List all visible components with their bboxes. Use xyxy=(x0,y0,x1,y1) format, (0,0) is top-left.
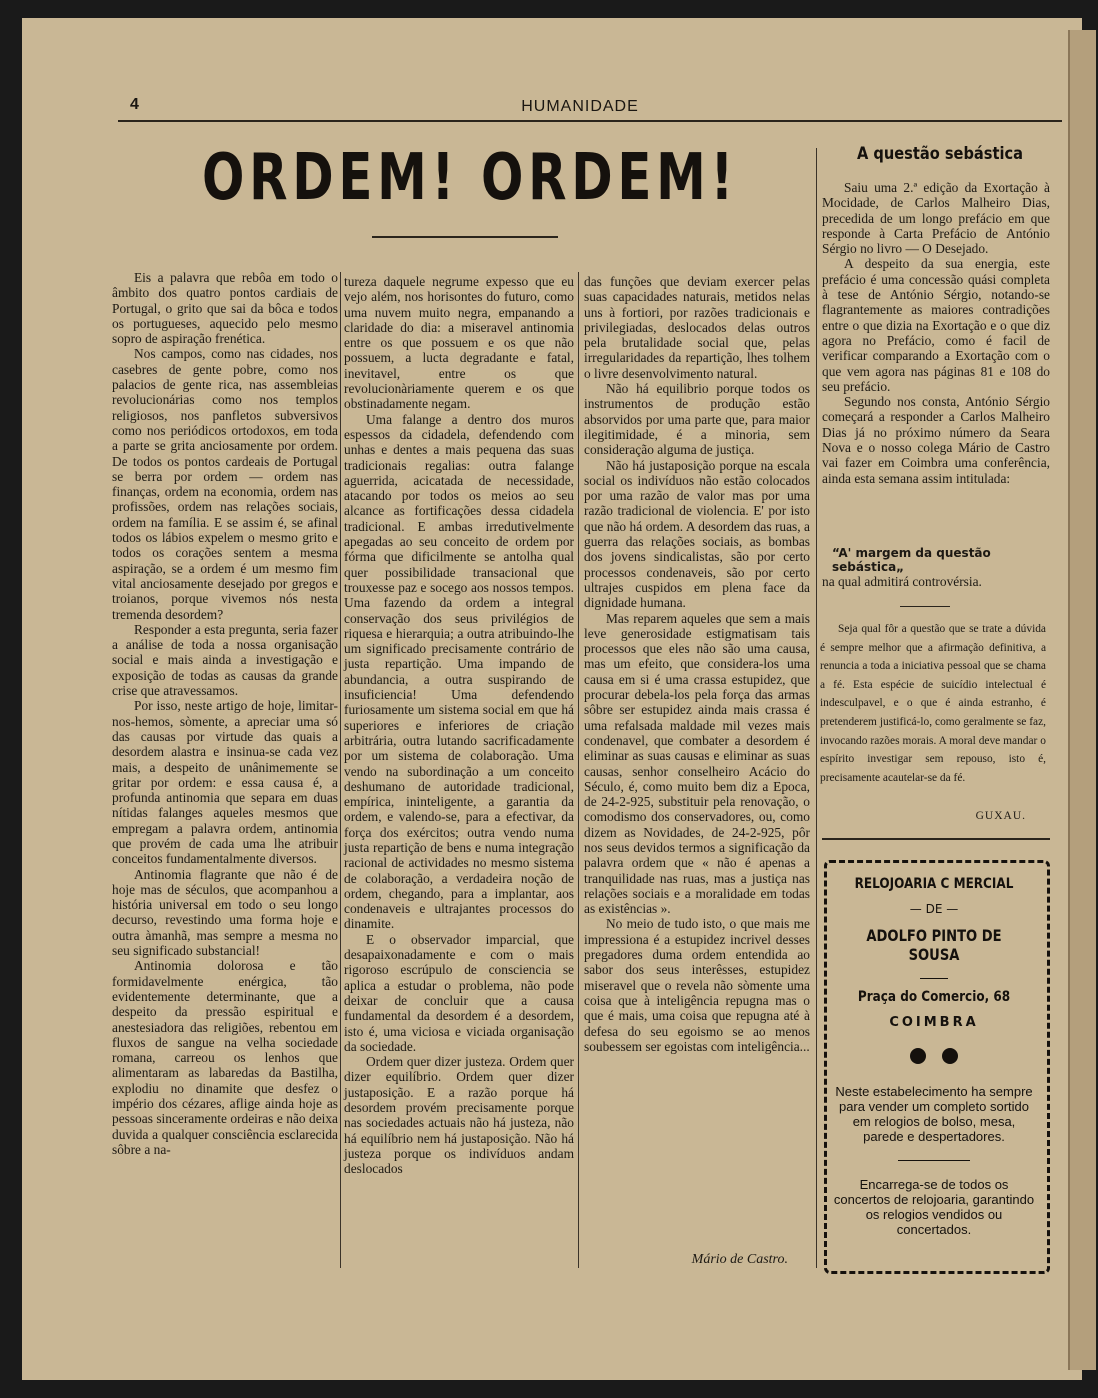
paragraph: Responder a esta pregunta, seria fazer a análise de toda a nossa organisação social e mais ainda a investigação e exposição de todas as causas da grande crise que atravessamos. xyxy=(112,621,338,699)
advert-owner: ADOLFO PINTO DE SOUSA xyxy=(866,926,1002,964)
advert-rule xyxy=(920,978,948,979)
sidebar-rule xyxy=(822,838,1050,840)
column-divider xyxy=(340,272,341,1268)
paragraph: Saiu uma 2.ª edição da Exortação à Mocidade, de Carlos Malheiro Dias, precedida de um longo prefácio em que responde à Carta Prefácio de António Sérgio no livro — O Desejado. xyxy=(822,180,1050,257)
advert-de: — DE — xyxy=(909,902,959,916)
dot-ornament-icon xyxy=(942,1048,958,1064)
paragraph: Não há equilibrio porque todos os instrumentos de produção estão absorvidos por uma parte que, para maior ilegitimidade, é a minoria, sem consideração alguma de justiça. xyxy=(584,381,810,458)
lecture-note: na qual admitirá controvérsia. xyxy=(822,574,982,589)
advert-body: Neste estabelecimento ha sempre para vender um completo sortido em relogios de bolso, mesa, parede e despertadores. xyxy=(835,1084,1033,1144)
page-number: 4 xyxy=(130,96,139,113)
paragraph: Nos campos, como nas cidades, nos casebres de gente pobre, como nos palacios de gente rica, nas assembleias revolucionárias como nos templos religiosos, nos panfletos subversivos como nos periódicos ortodoxos, em toda a parte se grita anciosamente por ordem. De todos os pontos cardeais de Portugal se berra por ordem — ordem nas finanças, ordem na economia, ordem nas profissões, ordem nas relações sociais, ordem na família. E se assim é, se afinal todos os lábios expelem o mesmo grito e todos os corações sentem a mesma aspiração, se a ordem é um mesmo fim vital anciosamente desejado por gregos e troianos, porque vivemos nós nesta tremenda desordem? xyxy=(112,346,338,622)
paragraph: Eis a palavra que rebôa em todo o âmbito dos quatro pontos cardiais de Portugal, o grito que sai da bôca e todos os portugueses, aquecido pelo mesmo sopro de aspiração frenética. xyxy=(112,270,338,347)
article-signature: Mário de Castro. xyxy=(691,1252,788,1267)
paragraph: Antinomia flagrante que não é de hoje mas de séculos, que acompanhou a história universal em todo o seu longo decurso, revestindo uma forma hoje e outra àmanhã, mas sempre a mesma no seu significado substancial! xyxy=(112,866,338,959)
paragraph: tureza daquele negrume expesso que eu vejo além, nos horisontes do futuro, como uma nuvem muito negra, empanando a claridade do dia: a miseravel antinomia entre os que possuem e os que não possuem, a lucta degradante e fatal, inevitavel, entre os que revolucionàriamente querem e os que obstinadamente negam. xyxy=(344,274,574,412)
paragraph: No meio de tudo isto, o que mais me impressiona é a estupidez incrivel desses pregadores duma ordem entendida ao sabor dos seus interêsses, estupidez miseravel que o revela não sòmente uma coisa que à inteligência repugna mas o que é mais, uma coisa que repugna até à defesa do seu egoismo se ao menos soubessem ser egoistas com inteligência... xyxy=(584,916,810,1054)
advert-shop-name: RELOJOARIA C MERCIAL xyxy=(854,876,1014,892)
sidebar-note xyxy=(820,620,1046,787)
column-divider xyxy=(816,148,817,1268)
sidebar-column xyxy=(822,180,1050,486)
lecture-title: “A' margem da questão sebástica„ xyxy=(832,546,991,574)
column-divider xyxy=(578,272,579,1268)
header-rule xyxy=(118,120,1062,122)
article-headline: ORDEM! ORDEM! xyxy=(202,141,738,215)
dot-ornament-icon xyxy=(910,1048,926,1064)
article-column-3 xyxy=(584,274,810,1054)
advert-footer: Encarrega-se de todos os concertos de relojoaria, garantindo os relogios vendidos ou concertados. xyxy=(833,1177,1035,1237)
article-column-2 xyxy=(344,274,574,1177)
advert xyxy=(832,866,1036,1237)
advert-city: COIMBRA xyxy=(889,1015,979,1030)
paragraph: Não há justaposição porque na escala social os indivíduos não estão colocados por uma razão de valor mas por uma razão tradicional de violencia. E' por isto que não há ordem. A desordem das ruas, a guerra das relações sociais, as bombas dos jovens sindicalistas, são por certo processos condenaveis, são por certo ultrajes cuspidos em plena face da dignidade humana. xyxy=(584,457,810,611)
advert-rule xyxy=(898,1160,970,1161)
paragraph: Ordem quer dizer justeza. Ordem quer dizer equilíbrio. Ordem quer dizer justaposição. E a razão porque há desordem provém precisamente porque nas sociedades actuais não há justeza, não há equilíbrio nem há justaposição. Não há justeza porque os indivíduos andam deslocados xyxy=(344,1054,574,1177)
page-binding-edge xyxy=(1068,30,1096,1370)
paragraph: Segundo nos consta, António Sérgio começará a responder a Carlos Malheiro Dias já no próximo número da Seara Nova e o nosso colega Mário de Castro vai fazer em Coimbra uma conferência, ainda esta semana assim intitulada: xyxy=(822,394,1050,486)
advert-address: Praça do Comercio, 68 xyxy=(857,989,1011,1005)
advert-ornament xyxy=(832,1048,1036,1066)
paragraph: Mas reparem aqueles que sem a mais leve generosidade estigmatisam tais processos que eles não são uma causa, mas um efeito, que considera-los uma causa em si é uma crassa estupidez, que procurar debela-los pela força das armas sôbre ser estupidez ainda mais crassa é uma refalsada maldade mil vezes mais condenavel, que combater a desordem é eliminar as suas causas e eliminar as suas causas, senhor conselheiro Acácio do Século, é, como muito bem diz a Epoca, de 24-2-925, substituir pela renovação, o comodismo dos conservadores, ou, como dizem as Novidades, de 24-2-925, pôr nos seus devidos termos a significação da palavra ordem que « não é apenas a tranquilidade nas ruas, mas a justiça nas relações sociais e a moralidade em todas as existências ». xyxy=(584,610,810,917)
note-author: GUXAU. xyxy=(975,810,1026,822)
sidebar-title: A questão sebástica xyxy=(856,144,1024,164)
article-column-1 xyxy=(112,270,338,1157)
newspaper-title: HUMANIDADE xyxy=(521,98,639,115)
paragraph: E o observador imparcial, que desapaixonadamente e com o mais rigoroso escrúpulo de consciencia se aplica a estudar o problema, não pode deixar de concluir que a causa fundamental da desordem é a desordem, isto é, uma viciosa e viciada organisação da sociedade. xyxy=(344,931,574,1054)
paragraph: A despeito da sua energia, este prefácio é uma concessão quási completa à tese de António Sérgio, notando-se flagrantemente as maiores contradições entre o que dizia na Exortação e o que diz agora no Prefácio, como é facil de verificar comparando a Exortação com o que vem agora nas páginas 81 e 108 do seu prefácio. xyxy=(822,256,1050,394)
paragraph: Uma falange a dentro dos muros espessos da cidadela, defendendo com unhas e dentes a mais pequena das suas tradicionais regalias: outra falange aguerrida, acicatada de necessidade, atacando por todos os meios ao seu alcance as fortificações dessa cidadela tradicional. E ambas irredutivelmente apegadas ao seu conceito de ordem por fórma que dificilmente se antolha qual quer possibilidade transacional que trouxesse paz e socego aos nossos tempos. Uma fazendo da ordem a integral conservação dos seus privilégios de riquesa e hierarquia; a outra atribuindo-lhe um significado precisamente contrário de justa repartição. Uma impando de abundancia, a outra suspirando de insuficiencia! Uma defendendo furiosamente um sistema social em que há superiores e inferiores de criação arbitrária, outra lutando sacrificadamente por um sistema de colaboração. Uma vendo na subordinação a um conceito deshumano de autoridade tradicional, empírica, ininteligente, a garantia da ordem, e valendo-se, para a efectivar, da força dos exércitos; outra vendo numa justa repartição de bens e numa integração racional de actividades no mesmo sistema de colaboração, a verdadeira noção de ordem, chegando, para a implantar, aos condenaveis e ultrajantes processos do dinamite. xyxy=(344,411,574,932)
paragraph: das funções que deviam exercer pelas suas capacidades naturais, metidos nelas uns à fortiori, por razões tradicionais e privilegiadas, deslocados delas outros pela brutalidade social que, pelas irregularidades da repartição, lhes tolhem o livre desenvolvimento natural. xyxy=(584,274,810,381)
headline-rule xyxy=(372,236,558,238)
paragraph: Seja qual fôr a questão que se trate a dúvida é sempre melhor que a afirmação definitiva, a renuncia a toda a iniciativa pessoal que se chama a fé. Esta espécie de suicídio intelectual é indesculpavel, e o que é ainda estranho, é pretenderem justificá-lo, como geralmente se faz, invocando razões morais. A moral deve mandar o espírito investigar sem repouso, isto é, precisamente acautelar-se da fé. xyxy=(820,623,1046,784)
sidebar-rule xyxy=(900,606,950,607)
paragraph: Por isso, neste artigo de hoje, limitar-nos-hemos, sòmente, a apreciar uma só das causas por virtude das quais a desordem alastra e insinua-se cada vez mais, a despeito de unânimemente se gritar por ordem: e essa causa é, a profunda antinomia que separa em duas nítidas falanges aqueles mesmos que empregam a palavra ordem, antinomia que provém de cada uma lhe atribuir conceitos fundamentalmente diversos. xyxy=(112,698,338,867)
paragraph: Antinomia dolorosa e tão formidavelmente enérgica, tão evidentemente determinante, que a despeito da pressão espiritual e anestesiadora das religiões, rebentou em fluxos de sangue na velha sociedade romana, carreou os lenhos que alimentaram as labaredas da Bastilha, explodiu no dinamite que desfez o império dos cézares, aflige ainda hoje as pessoas sinceramente ordeiras e não deixa duvida a qualquer consciência esclarecida sôbre a na- xyxy=(112,958,338,1157)
